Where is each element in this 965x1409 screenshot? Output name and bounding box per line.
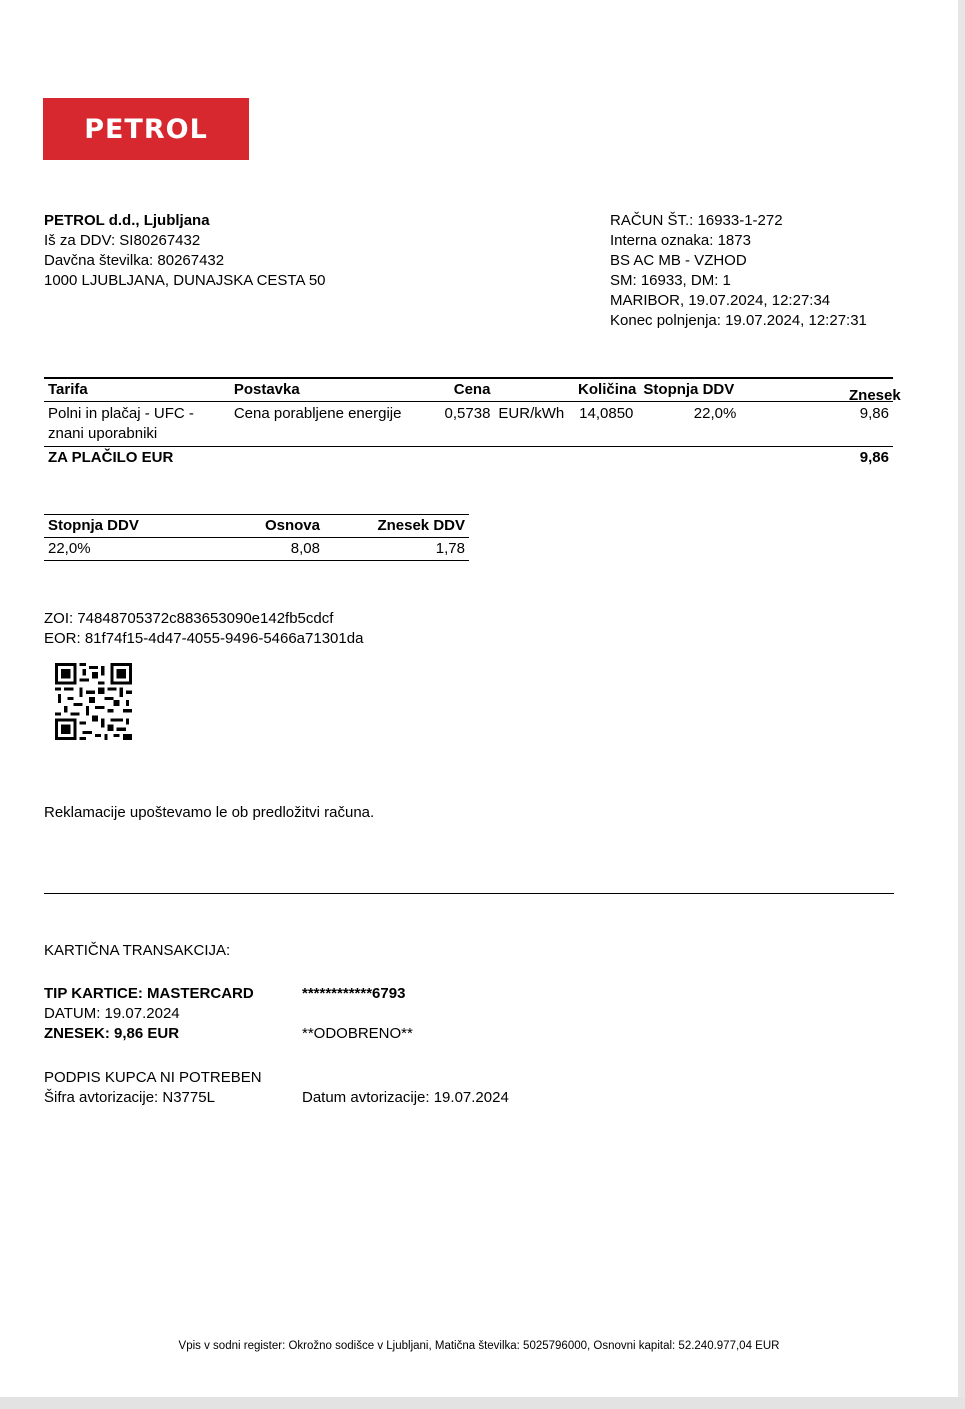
divider	[44, 893, 894, 894]
page-edge	[0, 1397, 965, 1409]
footer-register: Vpis v sodni register: Okrožno sodišce v Ljubljani, Matična številka: 5025796000, Osnovni kapital: 52.240.977,04 EUR	[178, 1340, 780, 1352]
cell-vat-rate: 22,0%	[693, 405, 737, 422]
logo-text: PETROL	[84, 113, 208, 145]
invoice-charging-end: Konec polnjenja: 19.07.2024, 12:27:31	[610, 312, 867, 329]
cell-price: 0,5738	[444, 405, 491, 422]
cell-item: Cena porabljene energije	[233, 405, 402, 422]
company-info	[44, 211, 326, 291]
card-signature: PODPIS KUPCA NI POTREBEN	[44, 1069, 262, 1086]
company-name: PETROL d.d., Ljubljana	[44, 212, 210, 229]
cell-amount: 9,86	[859, 405, 889, 422]
vat-header-base: Osnova	[264, 517, 320, 534]
table-row	[44, 538, 469, 561]
vat-table	[44, 514, 469, 561]
company-vat-id: Iš za DDV: SI80267432	[44, 232, 201, 249]
header-amount: Znesek	[849, 387, 901, 404]
items-table	[44, 378, 901, 469]
table-row	[44, 402, 893, 447]
zoi-code: ZOI: 74848705372c883653090e142fb5cdcf	[44, 610, 334, 627]
card-auth-code: Šifra avtorizacije: N3775L	[44, 1089, 215, 1106]
total-row	[44, 447, 893, 470]
cell-quantity: 14,0850	[579, 405, 634, 422]
invoice-internal: Interna oznaka: 1873	[610, 232, 751, 249]
vat-table-header	[44, 515, 469, 538]
vat-cell-base: 8,08	[290, 540, 320, 557]
card-status: **ODOBRENO**	[302, 1025, 413, 1042]
card-auth	[44, 1068, 262, 1108]
vat-header-vat: Znesek DDV	[377, 517, 465, 534]
fiscal-codes	[44, 609, 363, 649]
invoice-place-date: MARIBOR, 19.07.2024, 12:27:34	[610, 292, 831, 309]
card-title: KARTIČNA TRANSAKCIJA:	[44, 942, 231, 959]
table-top-rule	[44, 377, 893, 378]
total-value: 9,86	[859, 449, 889, 466]
card-amount: ZNESEK: 9,86 EUR	[44, 1025, 180, 1042]
cell-tariff: Polni in plačaj - UFC - znani uporabniki	[48, 405, 194, 442]
card-date: DATUM: 19.07.2024	[44, 1005, 180, 1022]
header-quantity: Količina	[578, 381, 637, 398]
header-tariff: Tarifa	[48, 381, 88, 398]
qr-code-icon	[55, 663, 132, 740]
header-vat-rate: Stopnja DDV	[643, 381, 735, 398]
invoice-number: RAČUN ŠT.: 16933-1-272	[610, 212, 783, 229]
vat-cell-vat: 1,78	[435, 540, 465, 557]
vat-cell-rate: 22,0%	[48, 540, 91, 557]
vat-header-rate: Stopnja DDV	[48, 517, 139, 534]
complaints-note: Reklamacije upoštevamo le ob predložitvi računa.	[44, 804, 375, 821]
invoice-station: BS AC MB - VZHOD	[610, 252, 747, 269]
card-details	[44, 984, 254, 1044]
card-auth-date: Datum avtorizacije: 19.07.2024	[302, 1089, 509, 1106]
page-edge	[958, 0, 965, 1409]
company-address: 1000 LJUBLJANA, DUNAJSKA CESTA 50	[44, 272, 326, 289]
total-label: ZA PLAČILO EUR	[48, 449, 174, 466]
petrol-logo	[43, 98, 249, 160]
header-price: Cena	[453, 381, 491, 398]
header-item: Postavka	[233, 381, 300, 398]
eor-code: EOR: 81f74f15-4d47-4055-9496-5466a71301da	[44, 630, 364, 647]
company-tax-number: Davčna številka: 80267432	[44, 252, 225, 269]
items-table-header	[44, 379, 893, 402]
cell-unit: EUR/kWh	[498, 405, 565, 422]
invoice-info	[610, 211, 867, 331]
cell-unit-quantity	[494, 402, 637, 447]
invoice-sm-dm: SM: 16933, DM: 1	[610, 272, 731, 289]
card-type: TIP KARTICE: MASTERCARD	[44, 985, 254, 1002]
card-number: ************6793	[302, 985, 406, 1002]
